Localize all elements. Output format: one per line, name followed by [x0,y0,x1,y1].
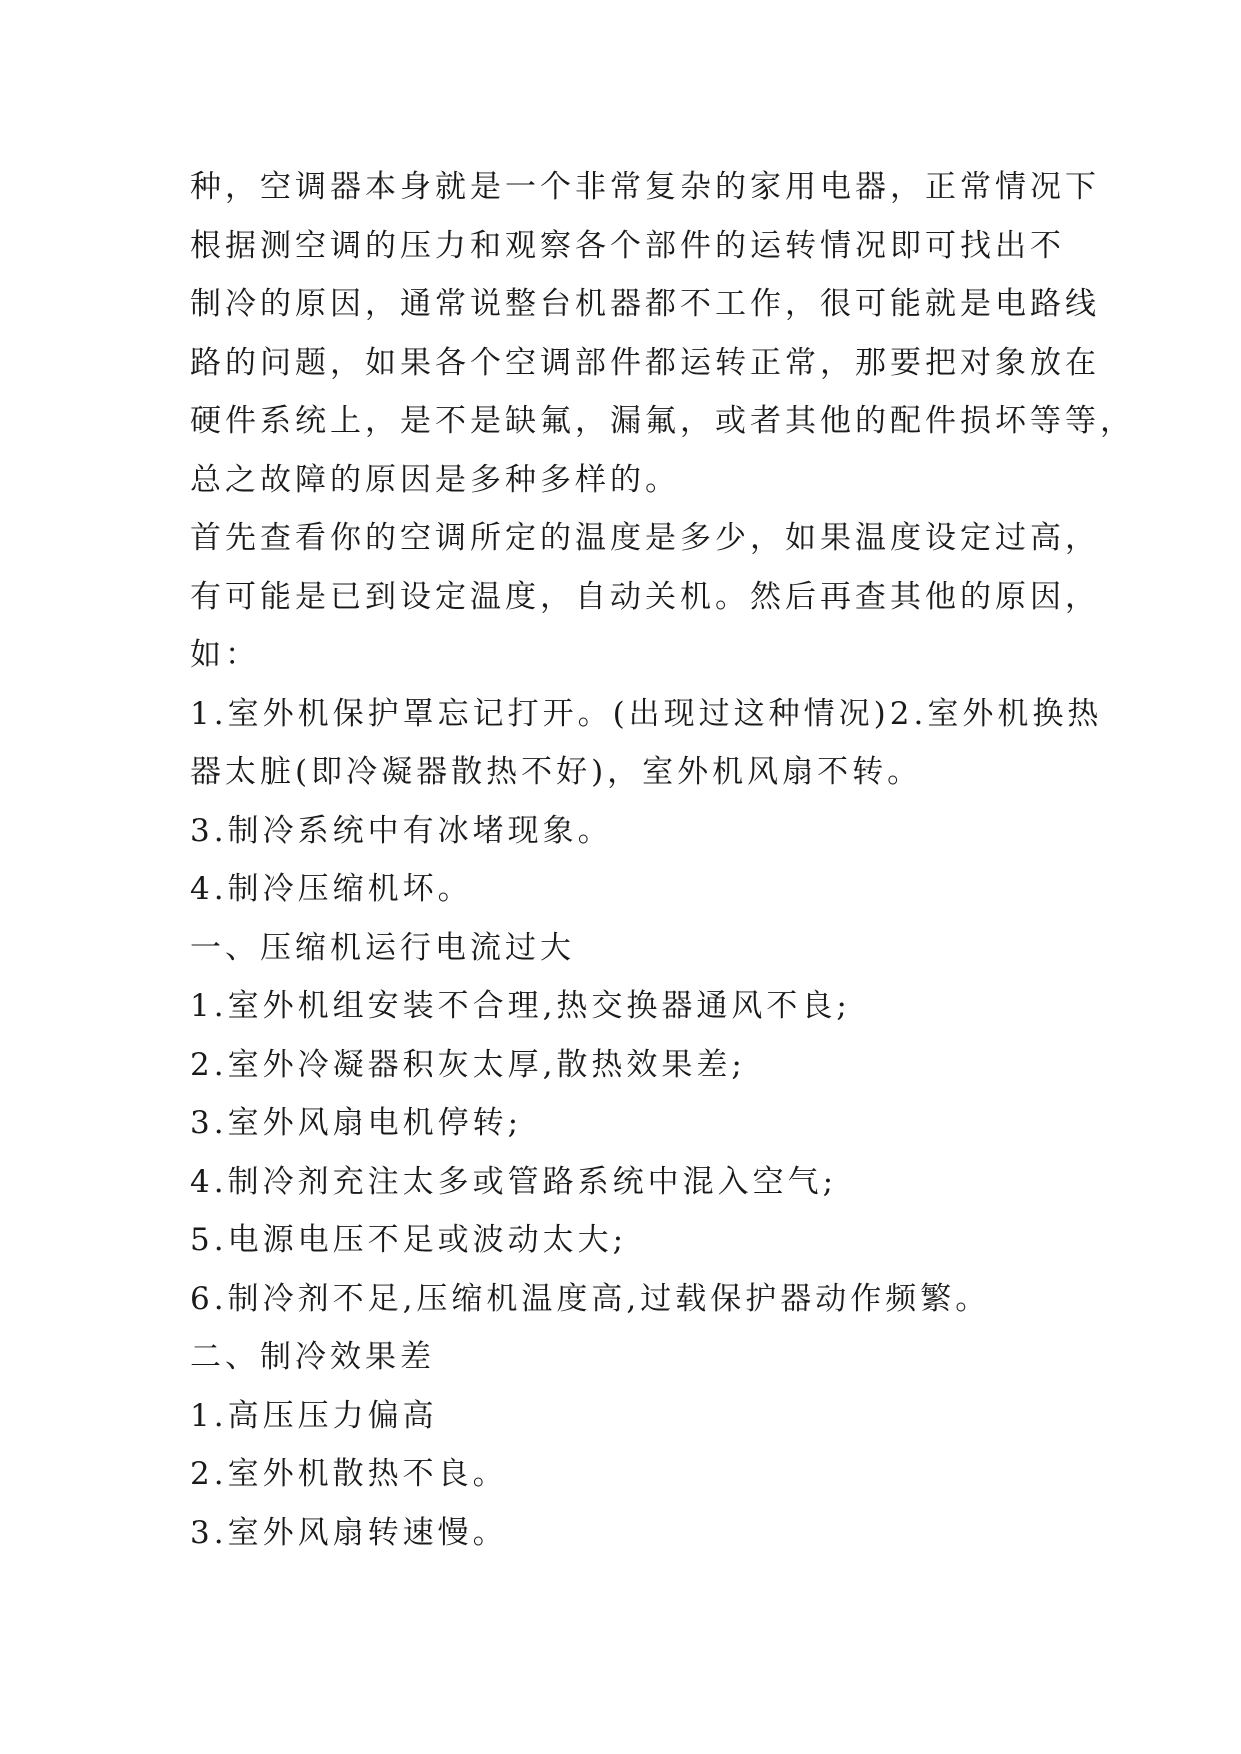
list-item: 器太脏(即冷凝器散热不好)，室外机风扇不转。 [190,754,923,790]
list-item: 3.室外风扇电机停转; [190,1105,523,1141]
list-item: 2.室外机散热不良。 [190,1456,508,1492]
text-line: 首先查看你的空调所定的温度是多少，如果温度设定过高， [190,520,1100,556]
list-item: 2.室外冷凝器积灰太厚,散热效果差; [190,1046,746,1083]
text-line: 如： [190,637,260,673]
text-line: 总之故障的原因是多种多样的。 [190,461,680,498]
text-line: 有可能是已到设定温度，自动关机。然后再查其他的原因， [190,578,1100,615]
list-item: 1.高压压力偏高 [190,1397,438,1434]
text-line: 硬件系统上，是不是缺氟，漏氟，或者其他的配件损坏等等， [190,403,1135,439]
list-item: 1.室外机组安装不合理,热交换器通风不良; [190,988,851,1024]
text-line: 根据测空调的压力和观察各个部件的运转情况即可找出不 [190,227,1065,264]
section-heading: 一、压缩机运行电流过大 [190,929,575,966]
list-item: 5.电源电压不足或波动太大; [190,1222,628,1258]
document-body [190,158,1135,1562]
list-item: 3.室外风扇转速慢。 [190,1514,508,1551]
list-item: 3.制冷系统中有冰堵现象。 [190,812,613,849]
list-item: 6.制冷剂不足,压缩机温度高,过载保护器动作频繁。 [190,1280,991,1317]
section-heading: 二、制冷效果差 [190,1339,435,1375]
text-line: 制冷的原因，通常说整台机器都不工作，很可能就是电路线 [190,286,1100,322]
text-line: 种，空调器本身就是一个非常复杂的家用电器，正常情况下 [190,169,1100,205]
list-item: 4.制冷剂充注太多或管路系统中混入空气; [190,1163,838,1200]
list-item: 4.制冷压缩机坏。 [190,871,473,907]
list-item: 1.室外机保护罩忘记打开。(出现过这种情况)2.室外机换热 [190,695,1103,732]
text-line: 路的问题，如果各个空调部件都运转正常，那要把对象放在 [190,344,1100,381]
